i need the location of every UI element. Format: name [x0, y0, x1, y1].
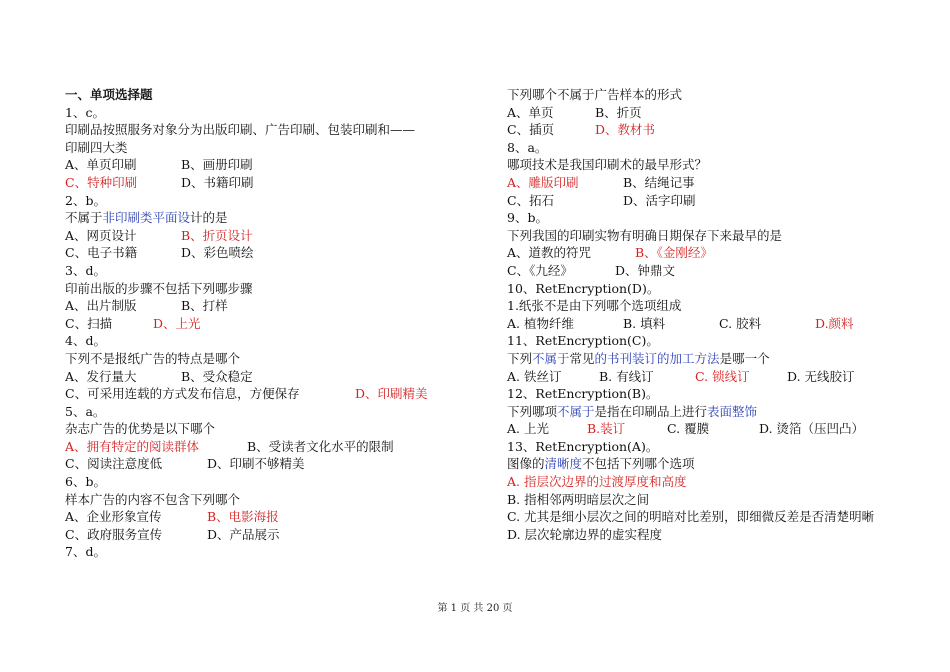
text-segment: 2、b。	[65, 192, 106, 208]
option: C、扫描	[65, 315, 113, 331]
text-segment: 是指在印刷品上进行	[594, 403, 708, 419]
keyword-text: 不属于	[532, 350, 570, 366]
text-segment: 11、RetEncryption(C)。	[507, 333, 659, 349]
text-line	[507, 86, 902, 104]
option: D、钟鼎文	[615, 262, 676, 278]
right-column	[507, 86, 902, 543]
answer-option: C、特种印刷	[65, 174, 138, 190]
option-row	[507, 315, 902, 333]
text-line	[507, 438, 902, 456]
option-row	[65, 227, 465, 245]
text-segment: 6、b。	[65, 474, 106, 490]
option-row	[507, 192, 902, 210]
text-segment: 下列不是报纸广告的特点是哪个	[65, 350, 241, 366]
text-segment: 3、d。	[65, 262, 106, 278]
option: A、单页	[507, 104, 554, 120]
text-line	[507, 350, 902, 368]
option: B、受众稳定	[181, 368, 253, 384]
option: C、拓石	[507, 192, 555, 208]
text-line	[507, 491, 902, 509]
option: D. 烫箔（压凹凸）	[759, 421, 865, 437]
option: C、阅读注意度低	[65, 456, 163, 472]
text-line	[507, 455, 902, 473]
option: A、单页印刷	[65, 157, 137, 173]
answer-option: B、折页设计	[181, 227, 253, 243]
text-segment: 杂志广告的优势是以下哪个	[65, 421, 216, 437]
text-segment: 5、a。	[65, 403, 106, 419]
text-segment: 印刷四大类	[65, 139, 128, 155]
text-segment: 图像的	[507, 456, 545, 472]
answer-option: A、拥有特定的阅读群体	[65, 438, 200, 454]
text-segment: D. 层次轮廓边界的虚实程度	[507, 526, 663, 542]
text-segment: 常见	[569, 350, 595, 366]
text-segment: 不属于	[65, 210, 103, 226]
option: A、出片制版	[65, 298, 137, 314]
option: B、折页	[595, 104, 642, 120]
option: B、结绳记事	[623, 174, 695, 190]
answer-option: B、电影海报	[207, 509, 279, 525]
text-line	[507, 385, 902, 403]
keyword-text: 不属于	[557, 403, 595, 419]
option: D、印刷不够精美	[207, 456, 305, 472]
option: C、电子书籍	[65, 245, 138, 261]
text-segment: C. 尤其是细小层次之间的明暗对比差别，即细微反差是否清楚明晰	[507, 509, 875, 525]
text-line	[507, 473, 902, 491]
option: D、彩色喷绘	[181, 245, 254, 261]
option: C、插页	[507, 122, 555, 138]
option-row	[65, 174, 465, 192]
text-segment: 12、RetEncryption(B)。	[507, 386, 659, 402]
text-line	[507, 508, 902, 526]
option: C、政府服务宣传	[65, 526, 163, 542]
text-line	[507, 209, 902, 227]
text-line	[507, 227, 902, 245]
answer-option: D.颜料	[815, 315, 854, 331]
text-line	[65, 209, 465, 227]
option: A、道教的符咒	[507, 245, 592, 261]
option-row	[65, 244, 465, 262]
option: D. 无线胶订	[787, 368, 855, 384]
option-row	[65, 526, 465, 544]
option-row	[65, 368, 465, 386]
keyword-text: 的书刊装订的加工方法	[594, 350, 720, 366]
answer-option: C. 锁线订	[695, 368, 750, 384]
option: B、受读者文化水平的限制	[247, 438, 394, 454]
text-segment: 4、d。	[65, 333, 106, 349]
text-line	[507, 139, 902, 157]
text-segment: 哪项技术是我国印刷术的最早形式？	[507, 157, 708, 173]
option: A、网页设计	[65, 227, 137, 243]
answer-option: D、印刷精美	[355, 386, 428, 402]
option-row	[507, 104, 902, 122]
option-row	[65, 385, 465, 403]
answer-option: B、《金刚经》	[635, 245, 713, 261]
option: A. 植物纤维	[507, 315, 574, 331]
option: D、活字印刷	[623, 192, 696, 208]
text-line	[507, 156, 902, 174]
option-row	[65, 297, 465, 315]
answer-option: D、上光	[153, 315, 201, 331]
text-line	[65, 262, 465, 280]
text-segment: 13、RetEncryption(A)。	[507, 438, 659, 454]
text-segment: 印前出版的步骤不包括下列哪步骤	[65, 280, 253, 296]
text-line	[507, 297, 902, 315]
text-line	[507, 280, 902, 298]
text-segment: 9、b。	[507, 210, 548, 226]
answer-text: A. 指层次边界的过渡厚度和高度	[507, 474, 687, 490]
option-row	[65, 156, 465, 174]
keyword-text: 非印刷类平面设	[102, 210, 191, 226]
option-row	[65, 455, 465, 473]
option-row	[507, 368, 902, 386]
text-line	[65, 332, 465, 350]
text-segment: 7、d。	[65, 544, 106, 560]
option: B. 有线订	[599, 368, 654, 384]
option-row	[507, 420, 902, 438]
option-row	[65, 508, 465, 526]
option: B、打样	[181, 298, 228, 314]
text-line	[65, 350, 465, 368]
option: B、画册印刷	[181, 157, 253, 173]
option-row	[507, 174, 902, 192]
text-segment: 下列哪个不属于广告样本的形式	[507, 87, 683, 102]
option: A. 上光	[507, 421, 549, 437]
text-segment: 计的是	[190, 210, 228, 226]
text-segment: 下列我国的印刷实物有明确日期保存下来最早的是	[507, 227, 783, 243]
option: A、发行量大	[65, 368, 137, 384]
text-line	[507, 403, 902, 421]
text-line	[507, 526, 902, 544]
text-line	[65, 491, 465, 509]
text-segment: B. 指相邻两明暗层次之间	[507, 491, 650, 507]
option-row	[507, 262, 902, 280]
text-line	[65, 280, 465, 298]
text-segment: 样本广告的内容不包含下列哪个	[65, 491, 241, 507]
option-row	[507, 121, 902, 139]
option: A、企业形象宣传	[65, 509, 162, 525]
text-line	[65, 121, 465, 139]
text-segment: 8、a。	[507, 139, 548, 155]
text-segment: 下列	[507, 350, 533, 366]
option-row	[507, 244, 902, 262]
text-line	[65, 543, 465, 561]
answer-option: D、教材书	[595, 122, 656, 138]
option: C、可采用连载的方式发布信息，方便保存	[65, 386, 300, 402]
option: B. 填料	[623, 315, 666, 331]
text-line	[65, 192, 465, 210]
text-line	[65, 403, 465, 421]
left-column	[65, 86, 465, 561]
answer-option: A、雕版印刷	[507, 174, 579, 190]
option: D、书籍印刷	[181, 174, 254, 190]
text-line	[65, 139, 465, 157]
keyword-text: 清晰度	[544, 456, 583, 472]
option: C. 胶料	[719, 315, 762, 331]
text-line	[65, 104, 465, 122]
answer-option: B.装订	[587, 421, 626, 437]
text-segment: 1、c。	[65, 104, 105, 120]
text-segment: 1.纸张不是由下列哪个选项组成	[507, 298, 682, 314]
text-segment: 印刷品按照服务对象分为出版印刷、广告印刷、包装印刷和——	[65, 122, 416, 138]
text-line	[65, 420, 465, 438]
option: C、《九经》	[507, 262, 573, 278]
option: C. 覆膜	[667, 421, 710, 437]
option-row	[65, 315, 465, 333]
page-footer: 第 1 页 共 20 页	[437, 603, 513, 614]
text-segment: 10、RetEncryption(D)。	[507, 280, 660, 296]
option: D、产品展示	[207, 526, 280, 542]
option-row	[65, 438, 465, 456]
text-line	[65, 473, 465, 491]
text-line	[507, 332, 902, 350]
option: A. 铁丝订	[507, 368, 562, 384]
text-segment: 是哪一个	[719, 350, 770, 366]
text-segment: 下列哪项	[507, 403, 558, 419]
text-segment: 不包括下列哪个选项	[582, 456, 695, 472]
keyword-text: 表面整饰	[707, 403, 758, 419]
section-heading: 一、单项选择题	[65, 87, 153, 102]
